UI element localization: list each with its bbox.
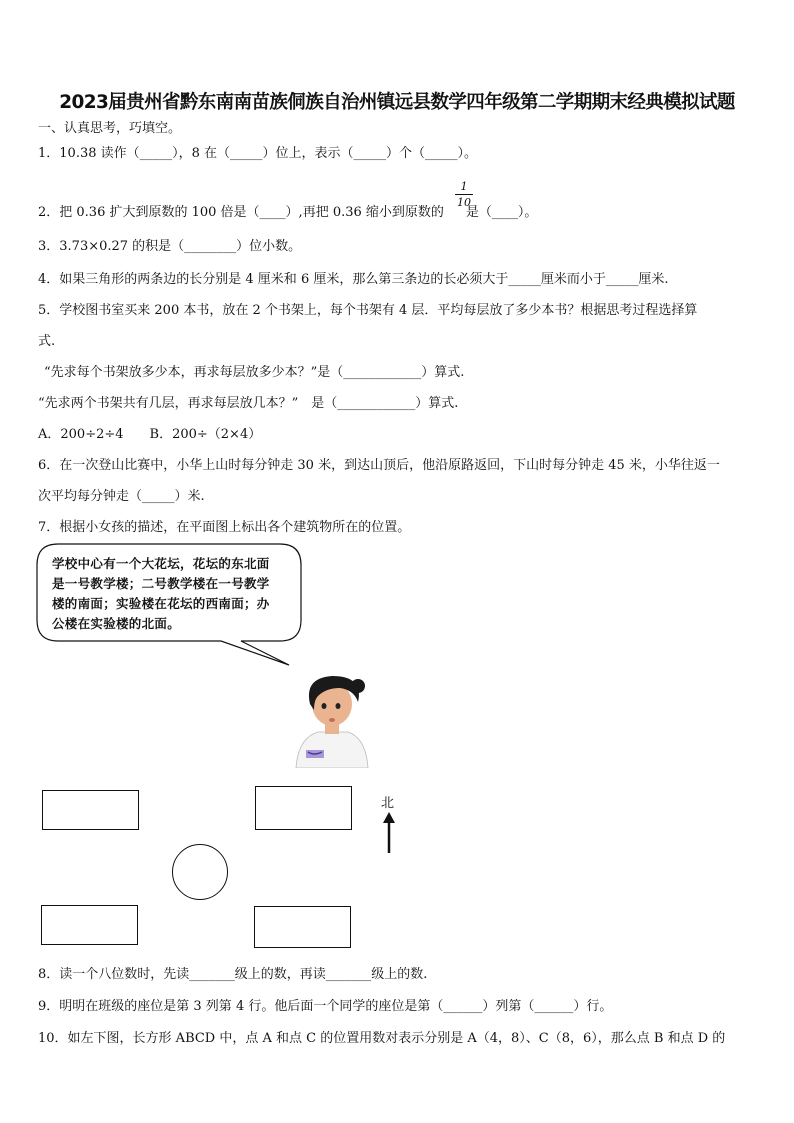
page-title: 2023届贵州省黔东南南苗族侗族自治州镇远县数学四年级第二学期期末经典模拟试题 — [59, 92, 735, 113]
fraction-numerator: 1 — [460, 180, 468, 193]
question-5-method-1: “先求每个书架放多少本，再求每层放多少本？”是（____________）算式. — [44, 365, 465, 380]
question-9: 9．明明在班级的座位是第 3 列第 4 行。他后面一个同学的座位是第（______）列第（______）行。 — [38, 999, 613, 1014]
question-7: 7．根据小女孩的描述，在平面图上标出各个建筑物所在的位置。 — [38, 520, 411, 535]
bubble-line-4: 公楼在实验楼的北面。 — [52, 616, 181, 631]
flower-bed-circle — [172, 844, 228, 900]
north-arrow-icon — [381, 812, 397, 854]
building-box-bottom-right — [254, 906, 351, 948]
north-label: 北 — [381, 796, 395, 811]
bubble-line-1: 学校中心有一个大花坛，花坛的东北面 — [52, 556, 270, 571]
question-5-method-2: “先求两个书架共有几层，再求每层放几本？” 是（____________）算式. — [38, 396, 459, 411]
question-4: 4．如果三角形的两条边的长分别是 4 厘米和 6 厘米，那么第三条边的长必须大于_____厘米而小于_____厘米. — [38, 272, 669, 287]
question-5-line-1: 5．学校图书室买来 200 本书，放在 2 个书架上，每个书架有 4 层．平均每层放了多少本书？根据思考过程选择算 — [38, 303, 698, 318]
speech-bubble-text — [52, 554, 302, 634]
fraction-one-tenth — [455, 180, 473, 209]
question-1: 1．10.38 读作（_____），8 在（_____）位上，表示（_____）个（_____）。 — [38, 146, 478, 161]
question-5-line-2: 式. — [38, 334, 56, 349]
girl-illustration — [292, 670, 372, 768]
bubble-line-3: 楼的南面；实验楼在花坛的西南面；办 — [52, 596, 270, 611]
bubble-line-2: 是一号教学楼；二号教学楼在一号教学 — [52, 576, 270, 591]
question-2-part-b: 是（____）。 — [465, 205, 538, 220]
question-6-line-2: 次平均每分钟走（_____）米. — [38, 489, 205, 504]
building-box-top-right — [255, 786, 352, 830]
question-5-options: A．200÷2÷4 B．200÷（2×4） — [38, 427, 262, 442]
building-box-top-left — [42, 790, 139, 830]
question-3: 3．3.73×0.27 的积是（________）位小数。 — [38, 239, 302, 254]
question-2-part-a: 2．把 0.36 扩大到原数的 100 倍是（____）,再把 0.36 缩小到原数的 — [38, 205, 444, 220]
fraction-denominator: 10 — [457, 196, 471, 209]
question-10: 10．如左下图，长方形 ABCD 中，点 A 和点 C 的位置用数对表示分别是 A（4，8）、C（8，6），那么点 B 和点 D 的 — [38, 1031, 726, 1046]
section-heading: 一、认真思考，巧填空。 — [38, 121, 182, 136]
question-8: 8．读一个八位数时，先读_______级上的数，再读_______级上的数. — [38, 967, 428, 982]
building-box-bottom-left — [41, 905, 138, 945]
question-6-line-1: 6．在一次登山比赛中，小华上山时每分钟走 30 米，到达山顶后，他沿原路返回，下山时每分钟走 45 米，小华往返一 — [38, 458, 720, 473]
